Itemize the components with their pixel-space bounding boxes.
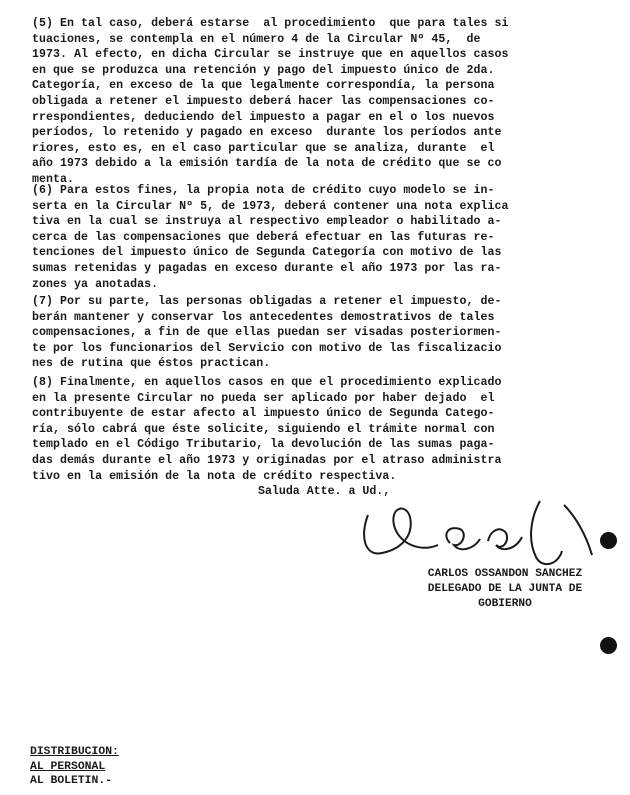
distribution-list: [30, 745, 119, 789]
distribution-item: AL PERSONAL: [30, 760, 106, 773]
text-line: rrespondientes, deduciendo del impuesto a pagar en el o los nuevos: [32, 110, 495, 124]
text-line: riores, esto es, en el caso particular que se analiza, durante el: [32, 141, 495, 155]
text-line: das demás durante el año 1973 y originadas por el atraso administra: [32, 453, 502, 467]
paragraph-6: [32, 183, 612, 292]
text-line: tiva en la cual se instruya al respectivo empleador o habilitado a-: [32, 215, 502, 229]
paragraph-5: [32, 16, 612, 188]
punch-hole: [600, 532, 617, 549]
distribution-item: AL BOLETIN.-: [30, 775, 113, 787]
text-line: períodos, lo retenido y pagado en exceso durante los períodos ante: [32, 126, 502, 140]
text-line: tivo en la emisión de la nota de crédito respectiva.: [32, 469, 397, 483]
closing-salutation: Saluda Atte. a Ud.,: [258, 485, 391, 498]
text-line: 1973. Al efecto, en dicha Circular se instruye que en aquellos casos: [32, 48, 509, 62]
signatory-block: [395, 567, 615, 612]
text-line: sumas retenidas y pagadas en exceso durante el año 1973 por las ra-: [32, 261, 502, 275]
text-line: (8) Finalmente, en aquellos casos en que el procedimiento explicado: [32, 376, 502, 389]
text-line: te por los funcionarios del Servicio con motivo de las fiscalizacio: [32, 341, 502, 355]
text-line: tuaciones, se contempla en el número 4 de la Circular Nº 45, de: [32, 32, 481, 46]
text-line: tenciones del impuesto único de Segunda Categoría con motivo de las: [32, 246, 502, 260]
text-line: contribuyente de estar afecto al impuesto único de Segunda Catego-: [32, 407, 495, 421]
text-line: Categoría, en exceso de la que legalmente correspondía, la persona: [32, 79, 495, 93]
text-line: templado en el Código Tributario, la devolución de las sumas paga-: [32, 438, 495, 452]
text-line: ría, sólo cabrá que éste solicite, siguiendo el trámite normal con: [32, 422, 495, 436]
distribution-heading: DISTRIBUCION:: [30, 746, 119, 758]
text-line: menta.: [32, 172, 75, 186]
text-line: compensaciones, a fin de que ellas puedan ser visadas posteriormen-: [32, 326, 502, 340]
handwritten-signature: [350, 495, 610, 575]
signatory-title: DELEGADO DE LA JUNTA DE: [427, 583, 583, 595]
text-line: (6) Para estos fines, la propia nota de crédito cuyo modelo se in-: [32, 184, 495, 197]
text-line: (5) En tal caso, deberá estarse al procedimiento que para tales si: [32, 17, 509, 30]
text-line: cerca de las compensaciones que deberá efectuar en las futuras re-: [32, 230, 495, 244]
text-line: zones ya anotadas.: [32, 277, 159, 291]
signatory-title: GOBIERNO: [478, 598, 532, 610]
text-line: en la presente Circular no pueda ser aplicado por haber dejado el: [32, 391, 495, 405]
text-line: nes de rutina que éstos practican.: [32, 357, 271, 371]
text-line: serta en la Circular Nº 5, de 1973, deberá contener una nota explica: [32, 199, 509, 213]
text-line: berán mantener y conservar los antecedentes demostrativos de tales: [32, 310, 495, 324]
text-line: año 1973 debido a la emisión tardía de la nota de crédito que se co: [32, 157, 502, 171]
text-line: obligada a retener el impuesto deberá hacer las compensaciones co-: [32, 94, 495, 108]
punch-hole: [600, 637, 617, 654]
signatory-name: CARLOS OSSANDON SANCHEZ: [427, 568, 583, 580]
text-line: (7) Por su parte, las personas obligadas a retener el impuesto, de-: [32, 295, 502, 308]
paragraph-8: [32, 375, 612, 484]
paragraph-7: [32, 294, 612, 372]
text-line: en que se produzca una retención y pago del impuesto único de 2da.: [32, 63, 495, 77]
